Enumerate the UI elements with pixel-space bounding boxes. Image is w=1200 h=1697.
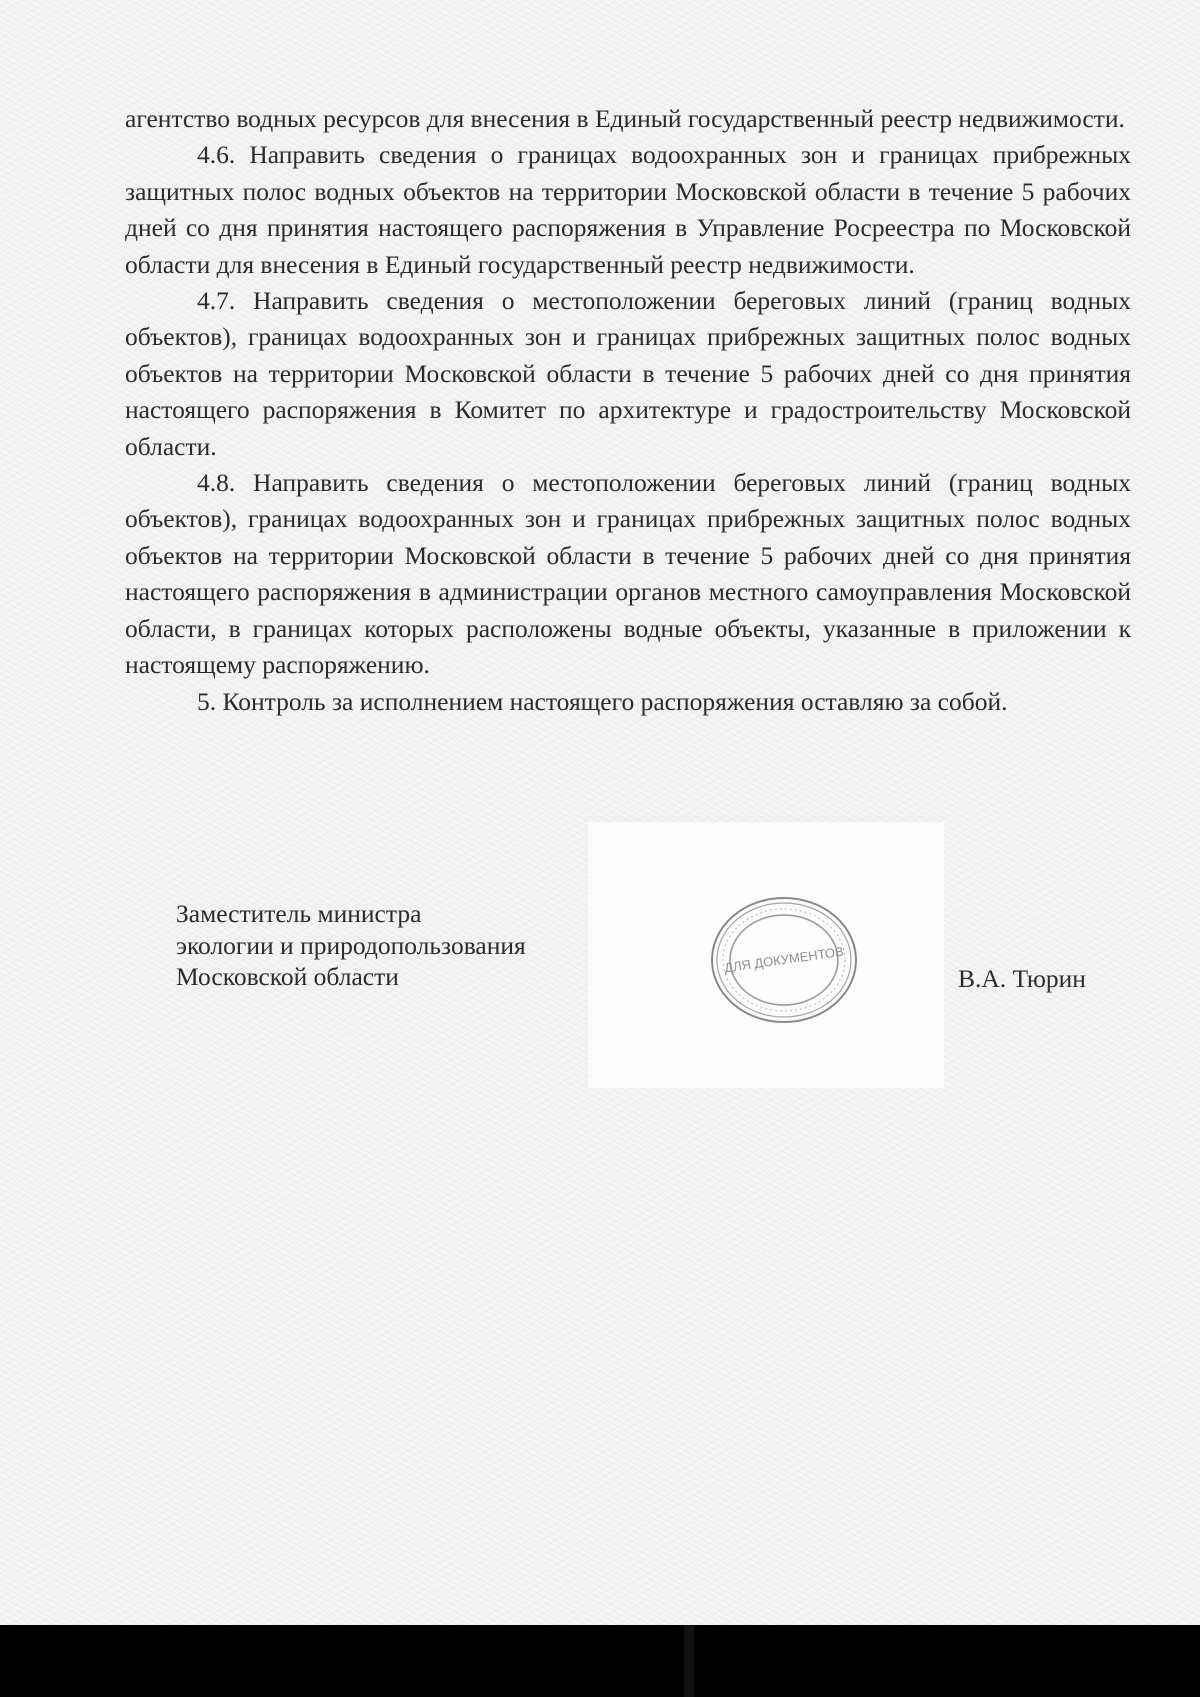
paragraph-4-7: 4.7. Направить сведения о местоположении береговых линий (границ водных объектов), границах водоохранных зон и границах прибрежных защитных полос водных объектов на территории Московской области в течение 5 рабочих дней со дня принятия настоящего распоряжения в Комитет по архитектуре и градостроительству Московской области. <box>125 286 1131 461</box>
document-body <box>125 101 1131 720</box>
scan-edge-notch <box>684 1625 694 1697</box>
paragraph-4-8: 4.8. Направить сведения о местоположении береговых линий (границ водных объектов), границах водоохранных зон и границах прибрежных защитных полос водных объектов на территории Московской области в течение 5 рабочих дней со дня принятия настоящего распоряжения в администрации органов местного самоуправления Московской области, в границах которых расположены водные объекты, указанные в приложении к настоящему распоряжению. <box>125 468 1131 680</box>
paragraph-4-6: 4.6. Направить сведения о границах водоохранных зон и границах прибрежных защитных полос водных объектов на территории Московской области в течение 5 рабочих дней со дня принятия настоящего распоряжения в Управление Росреестра по Московской области для внесения в Единый государственный реестр недвижимости. <box>125 140 1131 279</box>
scan-bottom-edge <box>0 1625 1200 1697</box>
stamp-text: ДЛЯ ДОКУМЕНТОВ <box>723 943 845 976</box>
paragraph-continued: агентство водных ресурсов для внесения в Единый государственный реестр недвижимости. <box>125 104 1125 133</box>
signatory-title: Заместитель министра экологии и природопользования Московской области <box>176 899 526 991</box>
signatory-name: В.А. Тюрин <box>958 964 1086 993</box>
official-stamp <box>706 892 862 1028</box>
paragraph-5: 5. Контроль за исполнением настоящего распоряжения оставляю за собой. <box>197 686 1008 716</box>
